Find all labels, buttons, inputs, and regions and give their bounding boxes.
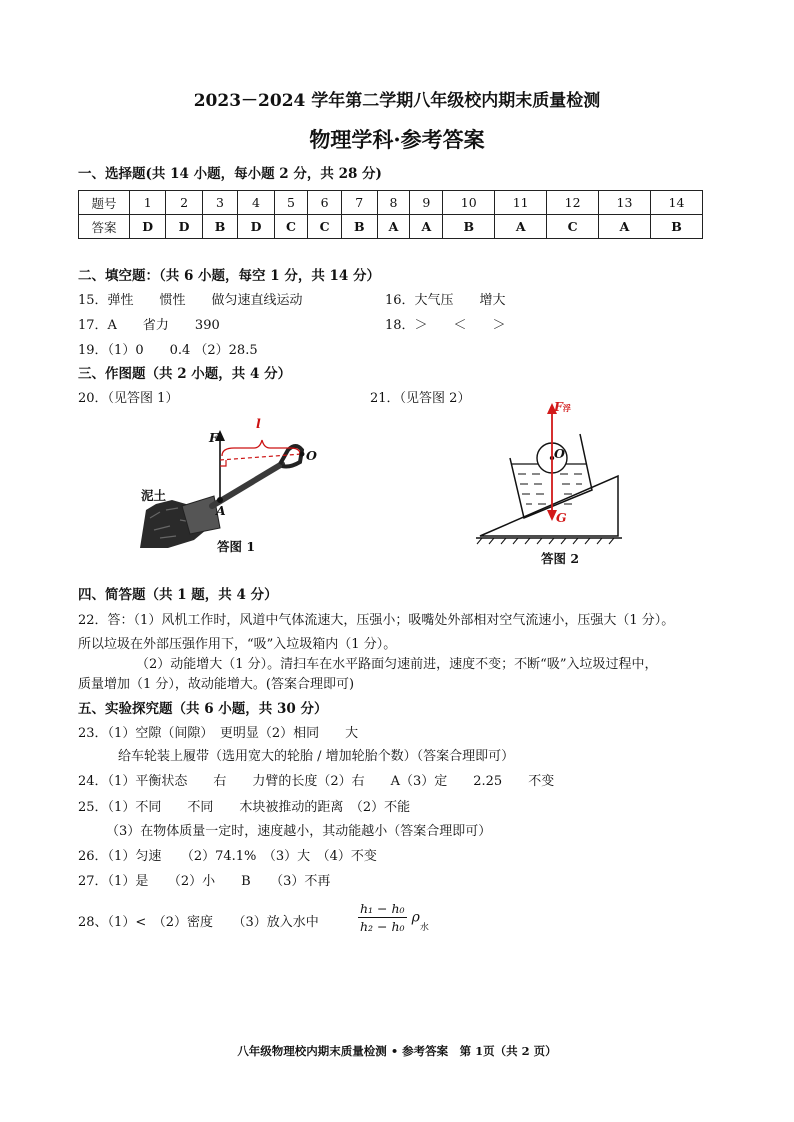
- fig2-caption: 答图 2: [541, 551, 580, 566]
- table-cell: 11: [495, 191, 547, 215]
- answer-q24: 24．（1）平衡状态 右 力臂的长度（2）右 A（3）定 2.25 不变: [78, 774, 555, 789]
- answer-q19: 19．（1）0 0.4 （2）28.5: [78, 343, 258, 358]
- section1-heading: 一、选择题(共 14 小题，每小题 2 分，共 28 分): [78, 166, 382, 182]
- table-cell: 2: [166, 191, 202, 215]
- lever-arm-line: [220, 454, 302, 460]
- document-title: 2023－2024 学年第二学期八年级校内期末质量检测: [193, 91, 601, 111]
- formula-fraction: [358, 901, 407, 934]
- table-row-numbers: [79, 191, 703, 215]
- fig2-label-f: [554, 399, 571, 414]
- answer-q18: 18．＞ ＜ ＞: [385, 318, 506, 333]
- table-cell: 7: [341, 191, 377, 215]
- answer-q16: 16．大气压 增大: [385, 293, 506, 308]
- answer-q27: 27．（1）是 （2）小 B （3）不再: [78, 874, 331, 889]
- answer-q23-line2: 给车轮装上履带（选用宽大的轮胎 / 增加轮胎个数）（答案合理即可）: [118, 749, 515, 764]
- fig2-label-f-main: F: [554, 399, 563, 414]
- table-cell: 10: [443, 191, 495, 215]
- answer-q25-line2: （3）在物体质量一定时，速度越小，其动能越小（答案合理即可）: [106, 824, 492, 839]
- table-cell: C: [308, 215, 342, 239]
- incline: [480, 476, 618, 536]
- answer-q25-line1: 25．（1）不同 不同 木块被推动的距离 （2）不能: [78, 800, 411, 815]
- table-cell: C: [274, 215, 308, 239]
- table-cell: A: [377, 215, 410, 239]
- right-angle-mark: [220, 460, 226, 466]
- fig1-label-l: l: [256, 416, 261, 431]
- page-footer: 八年级物理校内期末质量检测 • 参考答案 第 1页（共 2 页）: [237, 1044, 557, 1058]
- lever-arm-brace: [222, 440, 300, 456]
- document-subtitle: 物理学科·参考答案: [309, 127, 485, 152]
- answer-q22-line1: 22．答：（1）风机工作时，风道中气体流速大，压强小；吸嘴处外部相对空气流速小，压强大（1 分）。: [78, 613, 675, 628]
- table-cell: A: [599, 215, 651, 239]
- table-cell: B: [202, 215, 238, 239]
- fig2-label-g: G: [556, 510, 567, 525]
- section5-heading: 五、实验探究题（共 6 小题，共 30 分）: [78, 701, 328, 717]
- answer-q21: 21．（见答图 2）: [370, 391, 471, 406]
- section4-heading: 四、简答题（共 1 题，共 4 分）: [78, 587, 278, 603]
- row-label-number: 题号: [79, 191, 130, 215]
- water-lines: [518, 474, 582, 504]
- ground-hatching: [477, 538, 614, 544]
- fig1-label-f: F: [209, 430, 218, 445]
- answer-q22-line4: 质量增加（1 分），故动能增大。(答案合理即可): [78, 677, 355, 692]
- table-cell: A: [410, 215, 443, 239]
- table-cell: 8: [377, 191, 410, 215]
- table-cell: D: [130, 215, 166, 239]
- table-cell: 9: [410, 191, 443, 215]
- fig1-label-soil: 泥土: [141, 488, 167, 503]
- table-cell: 6: [308, 191, 342, 215]
- figure-2-buoyancy: [472, 400, 632, 550]
- section3-heading: 三、作图题（共 2 小题，共 4 分）: [78, 366, 292, 382]
- section2-heading: 二、填空题：（共 6 小题，每空 1 分，共 14 分）: [78, 268, 381, 284]
- table-cell: 4: [238, 191, 274, 215]
- table-cell: 5: [274, 191, 308, 215]
- table-cell: C: [547, 215, 599, 239]
- answer-q22-line2: 所以垃圾在外部压强作用下，“吸”入垃圾箱内（1 分）。: [78, 637, 397, 652]
- fig2-label-f-sub: 浮: [562, 403, 571, 413]
- table-cell: 1: [130, 191, 166, 215]
- answer-q22-line3: （2）动能增大（1 分）。清扫车在水平路面匀速前进，速度不变；不断“吸”入垃圾过程中，: [136, 657, 658, 672]
- answer-q28: 28、（1）< （2）密度 （3）放入水中: [78, 915, 319, 930]
- formula-rho-sub: 水: [419, 923, 429, 933]
- table-cell: 13: [599, 191, 651, 215]
- table-cell: D: [166, 215, 202, 239]
- table-cell: B: [443, 215, 495, 239]
- fig1-label-a: A: [216, 503, 226, 518]
- answer-q23-line1: 23．（1）空隙（间隙） 更明显（2）相同 大: [78, 726, 359, 741]
- answer-q20: 20．（见答图 1）: [78, 391, 179, 406]
- formula-rho: ρ: [411, 909, 420, 926]
- answer-table: [78, 190, 703, 239]
- answer-q26: 26．（1）匀速 （2）74.1% （3）大 （4）不变: [78, 849, 377, 864]
- fig2-label-o: O: [554, 446, 565, 461]
- table-cell: 14: [650, 191, 702, 215]
- formula-denominator: h₂ − h₀: [360, 919, 405, 934]
- table-row-answers: [79, 215, 703, 239]
- answer-q17: 17．A 省力 390: [78, 318, 220, 333]
- answer-q15: 15．弹性 惯性 做匀速直线运动: [78, 293, 303, 308]
- fig1-caption: 答图 1: [217, 539, 256, 554]
- table-cell: B: [341, 215, 377, 239]
- formula-numerator: h₁ − h₀: [360, 901, 405, 916]
- table-cell: B: [650, 215, 702, 239]
- point-o: [300, 452, 305, 457]
- table-cell: A: [495, 215, 547, 239]
- answer-q28-formula: [358, 901, 429, 934]
- table-cell: 3: [202, 191, 238, 215]
- fig1-label-o: O: [306, 448, 317, 463]
- row-label-answer: 答案: [79, 215, 130, 239]
- table-cell: D: [238, 215, 274, 239]
- table-cell: 12: [547, 191, 599, 215]
